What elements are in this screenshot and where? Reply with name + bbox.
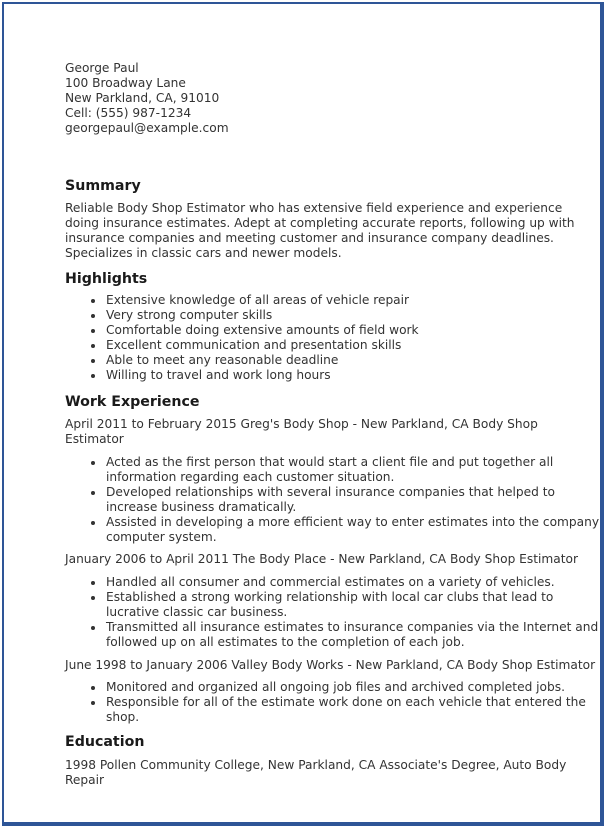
job-bullets	[65, 455, 600, 545]
work-experience-heading: Work Experience	[65, 394, 200, 410]
summary-heading: Summary	[65, 178, 141, 194]
highlight-item: • Willing to travel and work long hours	[105, 368, 600, 383]
contact-email: georgepaul@example.com	[65, 121, 229, 135]
highlight-item: • Comfortable doing extensive amounts of field work	[105, 323, 600, 338]
job-bullet: • Transmitted all insurance estimates to insurance companies via the Internet and followed up on all estimates to the completion of each job.	[105, 620, 600, 650]
highlight-item: • Very strong computer skills	[105, 308, 600, 323]
job-bullet: • Responsible for all of the estimate work done on each vehicle that entered the shop.	[105, 695, 600, 725]
education-entry: 1998 Pollen Community College, New Parkland, CA Associate's Degree, Auto Body Repair	[65, 758, 567, 787]
contact-block	[65, 61, 600, 136]
highlight-item: • Able to meet any reasonable deadline	[105, 353, 600, 368]
job-bullet: • Acted as the first person that would start a client file and put together all information regarding each customer situation.	[105, 455, 600, 485]
highlights-heading: Highlights	[65, 271, 148, 287]
contact-city: New Parkland, CA, 91010	[65, 91, 220, 105]
job-bullet: • Established a strong working relationship with local car clubs that lead to lucrative classic car business.	[105, 590, 600, 620]
highlight-item: • Excellent communication and presentation skills	[105, 338, 600, 353]
job-heading: January 2006 to April 2011 The Body Place - New Parkland, CA Body Shop Estimator	[65, 552, 578, 566]
job-bullet: • Developed relationships with several insurance companies that helped to increase business dramatically.	[105, 485, 600, 515]
job-bullets	[65, 575, 600, 650]
job-heading: June 1998 to January 2006 Valley Body Works - New Parkland, CA Body Shop Estimator	[65, 658, 596, 672]
job-bullets	[65, 680, 600, 725]
highlights-list	[65, 293, 600, 383]
summary-text: Reliable Body Shop Estimator who has extensive field experience and experience doing insurance estimates. Adept at completing accurate reports, following up with insurance companies and meeting customer and insurance company deadlines. Specializes in classic cars and newer models.	[65, 201, 575, 260]
highlight-item: • Extensive knowledge of all areas of vehicle repair	[105, 293, 600, 308]
resume-content	[65, 61, 600, 788]
education-heading: Education	[65, 734, 145, 750]
contact-cell: Cell: (555) 987-1234	[65, 106, 192, 120]
resume-page	[2, 2, 604, 826]
job-bullet: • Assisted in developing a more efficient way to enter estimates into the company computer system.	[105, 515, 600, 545]
contact-address: 100 Broadway Lane	[65, 76, 186, 90]
job-heading: April 2011 to February 2015 Greg's Body Shop - New Parkland, CA Body Shop Estimator	[65, 417, 538, 446]
contact-name: George Paul	[65, 61, 139, 75]
job-bullet: • Handled all consumer and commercial estimates on a variety of vehicles.	[105, 575, 600, 590]
job-bullet: • Monitored and organized all ongoing job files and archived completed jobs.	[105, 680, 600, 695]
